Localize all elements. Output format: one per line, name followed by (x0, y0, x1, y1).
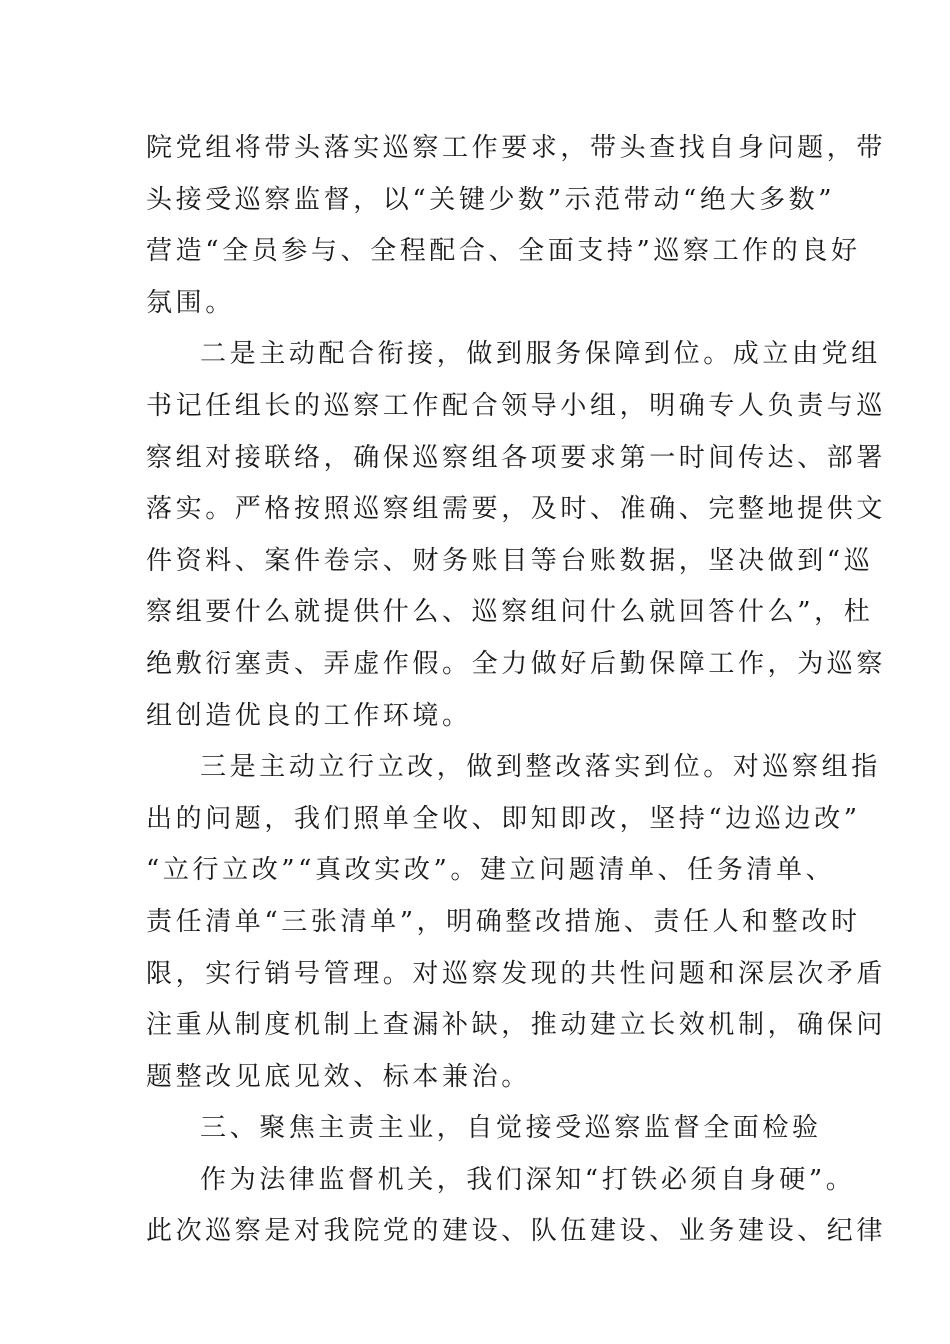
text-line: 头接受巡察监督，以“关键少数”示范带动“绝大多数” (146, 184, 836, 215)
text-line: 责任清单“三张清单”，明确整改措施、责任人和整改时 (146, 906, 861, 937)
text-line: 注重从制度机制上查漏补缺，推动建立长效机制，确保问 (146, 1010, 887, 1041)
text-line: 三是主动立行立改，做到整改落实到位。对巡察组指 (200, 752, 881, 783)
text-line: 落实。严格按照巡察组需要，及时、准确、完整地提供文 (146, 494, 887, 525)
text-line: 件资料、案件卷宗、财务账目等台账数据，坚决做到“巡 (146, 545, 874, 576)
text-line: 作为法律监督机关，我们深知“打铁必须自身硬”。 (200, 1164, 856, 1195)
text-line: 营造“全员参与、全程配合、全面支持”巡察工作的良好 (146, 236, 861, 267)
text-line: 绝敷衍塞责、弄虚作假。全力做好后勤保障工作，为巡察 (146, 648, 887, 679)
text-line: 院党组将带头落实巡察工作要求，带头查找自身问题，带 (146, 133, 887, 163)
text-line: 题整改见底见效、标本兼治。 (146, 1061, 531, 1092)
section-heading: 三、聚焦主责主业，自觉接受巡察监督全面检验 (200, 1113, 822, 1144)
text-line: 出的问题，我们照单全收、即知即改，坚持“边巡边改” (146, 803, 861, 834)
text-line: 书记任组长的巡察工作配合领导小组，明确专人负责与巡 (146, 390, 887, 421)
text-line: 氛围。 (146, 287, 235, 318)
text-line: 此次巡察是对我院党的建设、队伍建设、业务建设、纪律 (146, 1216, 887, 1247)
text-line: 限，实行销号管理。对巡察发现的共性问题和深层次矛盾 (146, 958, 887, 989)
text-line: “立行立改”“真改实改”。建立问题清单、任务清单、 (146, 855, 836, 886)
text-line: 组创造优良的工作环境。 (146, 700, 472, 731)
text-line: 察组要什么就提供什么、巡察组问什么就回答什么”，杜 (146, 597, 874, 628)
text-line: 二是主动配合衔接，做到服务保障到位。成立由党组 (200, 339, 881, 370)
text-line: 察组对接联络，确保巡察组各项要求第一时间传达、部署 (146, 442, 887, 473)
document-body (146, 123, 887, 1258)
